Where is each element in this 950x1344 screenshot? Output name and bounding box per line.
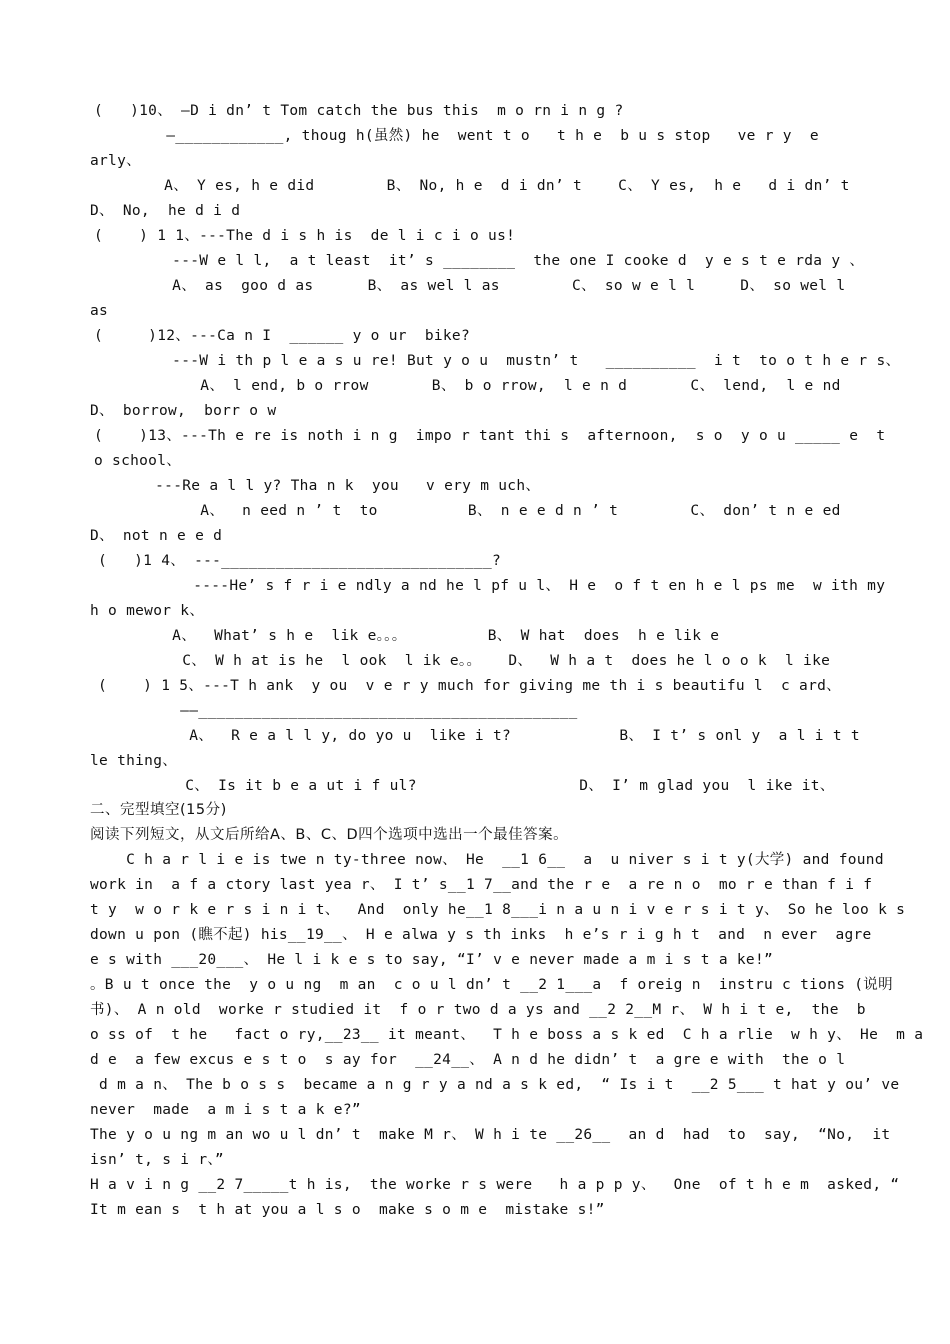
cloze-passage-line: 。B u t once the y o u ng m an c o u l dn’ t __2 1___a f oreig n instru c tions (说明 (90, 977, 893, 993)
cloze-passage-line: o ss of t he fact o ry,__23__ it meant、 T h e boss a s k ed C h a rlie w h y、 He m a (90, 1027, 924, 1043)
q15-options-ab-cont: le thing、 (90, 753, 178, 769)
q12-answer-line: ---W i th p l e a s u re! But y o u mustn’ t __________ i t to o t h e r s、 (118, 353, 901, 369)
q13-option-d: D、 not n e e d (90, 528, 223, 544)
section-two-heading: 二、完型填空(15分) (90, 802, 227, 818)
cloze-passage-line: e s with ___20___、 He l i k e s to say, “I’ v e never made a m i s t a ke!” (90, 952, 773, 968)
q14-options-ab: A、 What’ s h e lik e。。。 B、 W hat does h e lik e (118, 628, 720, 644)
q11-options: A、 as goo d as B、 as wel l as C、 so w e l l D、 so wel l (118, 278, 846, 294)
cloze-passage-line: 书)、 A n old worke r studied it f o r two d a ys and __2 2__M r、 W h i t e, the b (90, 1002, 866, 1018)
q15-question: ( ) 1 5、---T h ank y ou v e r y much for giving me th i s beautifu l c ard、 (98, 678, 841, 694)
q13-options: A、 n eed n ’ t to B、 n e e d n ’ t C、 don’ t n e ed (110, 503, 841, 519)
cloze-passage-line: isn’ t, s i r、” (90, 1152, 224, 1168)
section-two-instructions: 阅读下列短文，从文后所给A、B、C、D四个选项中选出一个最佳答案。 (90, 827, 569, 843)
q10-question: ( )10、 —D i dn’ t Tom catch the bus this m o rn i n g ? (94, 103, 624, 119)
q14-options-cd: C、 W h at is he l ook l ik e。。 D、 W h a t does he l o o k l ike (110, 653, 831, 669)
q13-question: ( )13、---Th e re is noth i n g impo r tant thi s afternoon, s o y o u _____ e t (94, 428, 886, 444)
q14-answer-line-cont: h o mewor k、 (90, 603, 205, 619)
q15-answer-line: ——__________________________________________ (126, 703, 578, 719)
q11-answer-line: ---W e l l, a t least it’ s ________ the one I cooke d y e s t e rda y 、 (118, 253, 865, 269)
cloze-passage-line: d m a n、 The b o s s became a n g r y a nd a s k ed, “ Is i t __2 5___ t hat y ou’ ve (90, 1077, 900, 1093)
cloze-passage-line: C h a r l i e is twe n ty-three now、 He __1 6__ a u niver s i t y(大学) and found (90, 852, 884, 868)
q10-answer-line-cont: arly、 (90, 153, 141, 169)
cloze-passage-line: work in a f a ctory last yea r、 I t’ s__1 7__and the r e a re n o mo r e than f i f (90, 877, 873, 893)
cloze-passage-line: d e a few excus e s t o s ay for __24__、 A n d he didn’ t a gre e with the o l (90, 1052, 846, 1068)
q11-question: ( ) 1 1、---The d i s h is de l i c i o us! (94, 228, 516, 244)
q11-options-cont: as (90, 303, 109, 319)
cloze-passage-line: down u pon (瞧不起) his__19__、 H e alwa y s th inks h e’s r i g h t and n ever agre (90, 927, 872, 943)
q15-options-cd: C、 Is it b e a ut i f ul? D、 I’ m glad you l ike it、 (122, 778, 835, 794)
cloze-passage-line: never made a m i s t a k e?” (90, 1102, 361, 1118)
q12-options: A、 l end, b o rrow B、 b o rrow, l e n d C、 lend, l e nd (110, 378, 841, 394)
q10-option-d: D、 No, he d i d (90, 203, 241, 219)
q14-answer-line: ----He’ s f r i e ndly a nd he l pf u l、 H e o f t en h e l ps me w ith my (130, 578, 886, 594)
q12-option-d: D、 borrow, borr o w (90, 403, 277, 419)
cloze-passage-line: The y o u ng m an wo u l dn’ t make M r、 W h i te __26__ an d had to say, “No, it (90, 1127, 891, 1143)
q15-options-ab: A、 R e a l l y, do yo u like i t? B、 I t’ s onl y a l i t t (126, 728, 860, 744)
cloze-passage-line: It m ean s t h at you a l s o make s o m e mistake s!” (90, 1202, 605, 1218)
q14-question: ( )1 4、 ---______________________________? (98, 553, 502, 569)
q13-question-cont: o school、 (94, 453, 182, 469)
q13-answer-line: ---Re a l l y? Tha n k you v ery m uch、 (110, 478, 541, 494)
q10-options: A、 Y es, h e did B、 No, h e d i dn’ t C、 Y es, h e d i dn’ t (110, 178, 850, 194)
cloze-passage-line: t y w o r k e r s i n i t、 And only he__1 8___i n a u n i v e r s i t y、 So he loo k s (90, 902, 906, 918)
q12-question: ( )12、---Ca n I ______ y o ur bike? (94, 328, 470, 344)
q10-answer-line: —____________, thoug h(虽然) he went t o t h e b u s stop ve r y e (94, 128, 819, 144)
cloze-passage-line: H a v i n g __2 7_____t h is, the worke r s were h a p p y、 One of t h e m asked, “ (90, 1177, 900, 1193)
